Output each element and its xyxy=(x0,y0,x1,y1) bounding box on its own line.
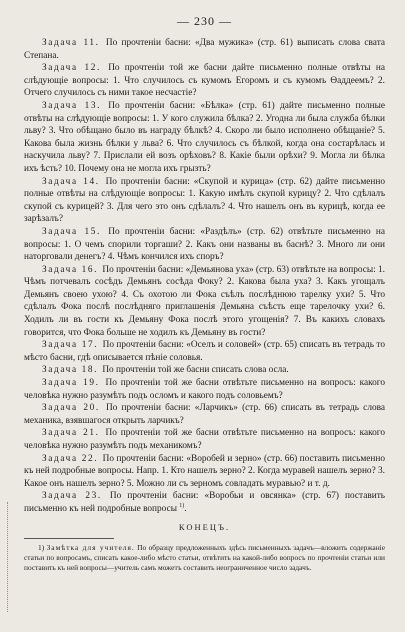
task-item xyxy=(24,490,385,515)
task-label: Задача 18. xyxy=(42,365,99,376)
task-item xyxy=(24,377,385,402)
task-text: По прочтеніи басни: «Скупой и курица» (стр. 62) дайте письменно полные отвѣты на слѣдующіе вопросы: 1. Какую имѣлъ скупой курицу? 2. Что сдѣлалъ скупой съ курицей? 3. Для чего это онъ сдѣлалъ? 4. Что нашелъ онъ въ курицѣ, когда ее зарѣзалъ? xyxy=(24,176,385,225)
task-item xyxy=(24,264,385,340)
task-item xyxy=(24,62,385,100)
task-label: Задача 15. xyxy=(42,226,101,237)
footnote-text: По образцу предложенныхъ здѣсь письменныхъ задачъ—вложить содержаніе статьи по вопросамъ, списать какое-либо мѣсто статьи, отвѣтить на какой-либо вопросъ по прочтеніи статьи или поставить къ ней вопросы—учитель самъ можетъ составить неограниченное число задачъ. xyxy=(24,542,385,572)
task-item xyxy=(24,427,385,452)
task-text: По прочтеніи той же басни отвѣтьте письменно на вопросъ: какого человѣка нужно разумѣть подъ осломъ и какого подъ соловьемъ? xyxy=(24,378,386,401)
task-text: По прочтеніи басни: «Два мужика» (стр. 61) выписать слова свата Степана. xyxy=(24,38,385,61)
task-text: По прочтеніи басни: «Раздѣлъ» (стр. 62) отвѣтьте письменно на вопросы: 1. О чемъ спорили торгаши? 2. Какъ они названы въ баснѣ? 3. Много ли они наторговали денегъ? 4. Чѣмъ кончился ихъ споръ? xyxy=(24,226,386,263)
task-text: По прочтеніи той же басни дайте письменно полные отвѣты на слѣдующіе вопросы: 1. Что случилось съ кумомъ Егоромъ и съ кумомъ Ѳаддеемъ? 2. Отчего случилось съ ними такое несчастіе? xyxy=(24,63,385,99)
task-text: По прочтеніи басни: «Демьянова уха» (стр. 63) отвѣтьте на вопросы: 1. Чѣмъ потчевалъ сосѣдъ Демьянъ сосѣда Фоку? 2. Какова была уха? 3. Какъ угощалъ Демьянъ своею ухою? 4. Съ охотою ли Фока съѣлъ послѣднюю тарелку ухи? 5. Что сдѣлалъ Фока послѣ послѣдняго приглашенія Демьяна съѣсть еще тарелочку ухи? 6. Ходилъ ли въ гости къ Демьяну Фока послѣ этого угощенія? 7. Въ какихъ словахъ говорится, что Фока больше не ходилъ къ Демьяну въ гости? xyxy=(24,264,386,338)
task-item xyxy=(24,453,385,491)
task-text: По прочтеніи той же басни отвѣтьте письменно на вопросъ: какого человѣка нужно разумѣть подъ механикомъ? xyxy=(24,428,386,451)
task-text: По прочтеніи басни: «Воробей и зерно» (стр. 66) поставить письменно къ ней подробные вопросы. Напр. 1. Кто нашелъ зерно? 2. Когда муравей нашелъ зерно? 3. Какое онъ нашелъ зерно? 5. Можно ли съ зерномъ совладать муравью? и т. д. xyxy=(24,453,385,489)
task-text-tail: . xyxy=(184,503,187,514)
task-item xyxy=(24,364,385,377)
task-item xyxy=(24,176,385,226)
task-text: По прочтеніи той же басни списать слова осла. xyxy=(102,365,289,376)
task-label: Задача 13. xyxy=(42,100,101,111)
task-text: По прочтеніи басни: «Бѣлка» (стр. 61) дайте письменно полные отвѣты на слѣдующіе вопросы: 1. У кого служила бѣлка? 2. Угодна ли была служба бѣлки льву? 3. Что обѣщано было въ награду бѣлкѣ? 4. Скоро ли было исполнено обѣщаніе? 5. Какова была жизнь бѣлки у льва? 6. Что случилось съ бѣлкой, когда она состарѣлась и наскучила льву? 7. Прислали ей возъ орѣховъ? 8. Какіе были орѣхи? 9. Могла ли бѣлка ихъ ѣсть? 10. Почему она не могла ихъ грызть? xyxy=(24,100,385,174)
task-label: Задача 21. xyxy=(42,428,100,439)
task-item xyxy=(24,339,385,364)
task-text: По прочтеніи басни: «Ларчикъ» (стр. 66) списать въ тетрадь слова механика, взявшагося открыть ларчикъ? xyxy=(24,403,385,426)
task-label: Задача 19. xyxy=(42,378,100,389)
task-label: Задача 11. xyxy=(42,38,100,48)
task-item xyxy=(24,226,385,264)
footnote-divider xyxy=(24,538,114,539)
footnote-heading: Замѣтка для учителя. xyxy=(46,542,135,552)
task-label: Задача 14. xyxy=(42,176,100,187)
task-label: Задача 16. xyxy=(42,264,99,275)
library-stamp-mark xyxy=(0,502,8,612)
task-label: Задача 17. xyxy=(42,340,99,351)
task-label: Задача 23. xyxy=(42,491,102,502)
task-list xyxy=(24,37,385,516)
task-item xyxy=(24,37,385,62)
footnote-reference: 1) xyxy=(179,502,185,509)
task-item xyxy=(24,402,385,427)
task-item xyxy=(24,100,385,176)
task-label: Задача 20. xyxy=(42,403,100,414)
task-label: Задача 22. xyxy=(42,453,99,464)
task-text: По прочтеніи басни: «Воробьи и овсянка» (стр. 67) поставить письменно къ ней подробные вопросы xyxy=(24,491,385,514)
end-mark: КОНЕЦЪ. xyxy=(178,521,231,532)
task-label: Задача 12. xyxy=(42,63,101,74)
page-number: — 230 — xyxy=(177,14,232,28)
task-text: По прочтеніи басни: «Оселъ и соловей» (стр. 65) списать въ тетрадь то мѣсто басни, гдѣ описывается пѣніе соловья. xyxy=(24,340,385,363)
footnote-marker: 1) xyxy=(38,542,45,552)
footnote xyxy=(24,543,385,573)
